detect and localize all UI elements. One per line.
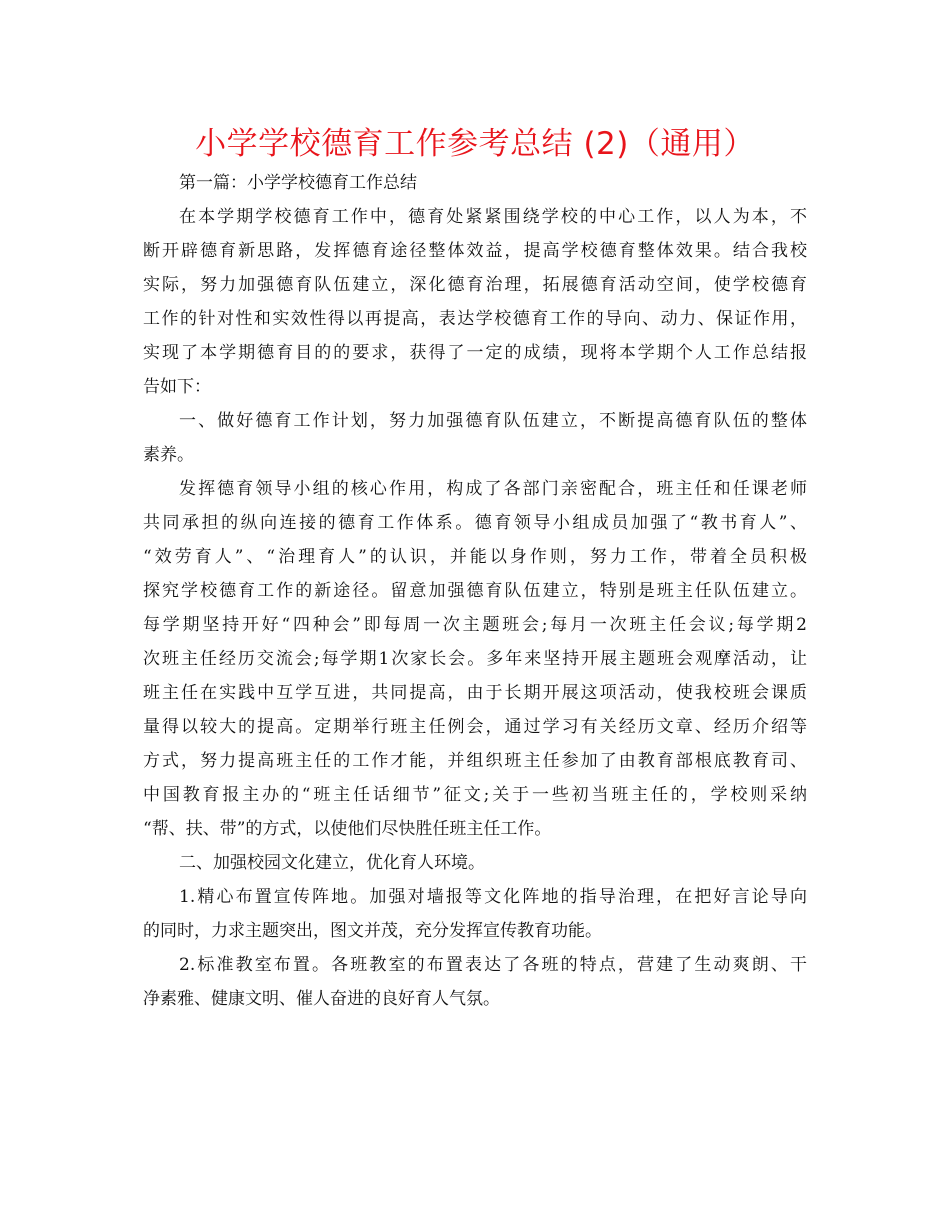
- paragraph-intro: [143, 200, 807, 404]
- paragraph-line: 在本学期学校德育工作中，德育处紧紧围绕学校的中心工作，以人为本，不: [179, 207, 807, 227]
- paragraph-item-one: [143, 880, 807, 948]
- paragraph-line: 告如下：: [143, 377, 211, 397]
- paragraph-line: 1.精心布置宣传阵地。加强对墙报等文化阵地的指导治理，在把好言论导向: [179, 887, 807, 907]
- section-subtitle: 第一篇：小学学校德育工作总结: [179, 173, 417, 193]
- paragraph-line: 方式，努力提高班主任的工作才能，并组织班主任参加了由教育部根底教育司、: [143, 751, 807, 771]
- paragraph-line: 共同承担的纵向连接的德育工作体系。德育领导小组成员加强了“教书育人”、: [143, 513, 807, 533]
- document-body: [143, 166, 807, 1016]
- paragraph-line: 工作的针对性和实效性得以再提高，表达学校德育工作的导向、动力、保证作用，: [143, 309, 807, 329]
- paragraph-line: 断开辟德育新思路，发挥德育途径整体效益，提高学校德育整体效果。结合我校: [143, 241, 807, 261]
- paragraph-line: 实现了本学期德育目的的要求，获得了一定的成绩，现将本学期个人工作总结报: [143, 343, 807, 363]
- paragraph-line: 发挥德育领导小组的核心作用，构成了各部门亲密配合，班主任和任课老师: [179, 479, 807, 499]
- paragraph-line: 每学期坚持开好“四种会”即每周一次主题班会;每月一次班主任会议;每学期2: [143, 615, 807, 635]
- paragraph-line: 净素雅、健康文明、催人奋进的良好育人气氛。: [143, 989, 500, 1009]
- paragraph-line: 次班主任经历交流会;每学期1次家长会。多年来坚持开展主题班会观摩活动，让: [143, 649, 807, 669]
- paragraph-heading-one: [143, 404, 807, 472]
- paragraph-line: “帮、扶、带”的方式，以使他们尽快胜任班主任工作。: [143, 819, 552, 839]
- paragraph-line: 探究学校德育工作的新途径。留意加强德育队伍建立，特别是班主任队伍建立。: [143, 581, 807, 601]
- paragraph-item-two: [143, 948, 807, 1016]
- paragraph-line: 素养。: [143, 445, 194, 465]
- paragraph-line: 2.标准教室布置。各班教室的布置表达了各班的特点，营建了生动爽朗、干: [179, 955, 807, 975]
- paragraph-line: 的同时，力求主题突出，图文并茂，充分发挥宣传教育功能。: [143, 921, 602, 941]
- paragraph-line: 二、加强校园文化建立，优化育人环境。: [179, 853, 485, 873]
- paragraph-line: “效劳育人”、“治理育人”的认识，并能以身作则，努力工作，带着全员积极: [143, 547, 807, 567]
- paragraph-line: 中国教育报主办的“班主任话细节”征文;关于一些初当班主任的，学校则采纳: [143, 785, 807, 805]
- paragraph-heading-two: [143, 846, 807, 880]
- paragraph-team-building: [143, 472, 807, 846]
- document-title: 小学学校德育工作参考总结 (2)（通用）: [195, 126, 755, 162]
- paragraph-line: 实际，努力加强德育队伍建立，深化德育治理，拓展德育活动空间，使学校德育: [143, 275, 807, 295]
- paragraph-line: 班主任在实践中互学互进，共同提高，由于长期开展这项活动，使我校班会课质: [143, 683, 807, 703]
- paragraph-line: 一、做好德育工作计划，努力加强德育队伍建立，不断提高德育队伍的整体: [179, 411, 807, 431]
- paragraph-line: 量得以较大的提高。定期举行班主任例会，通过学习有关经历文章、经历介绍等: [143, 717, 807, 737]
